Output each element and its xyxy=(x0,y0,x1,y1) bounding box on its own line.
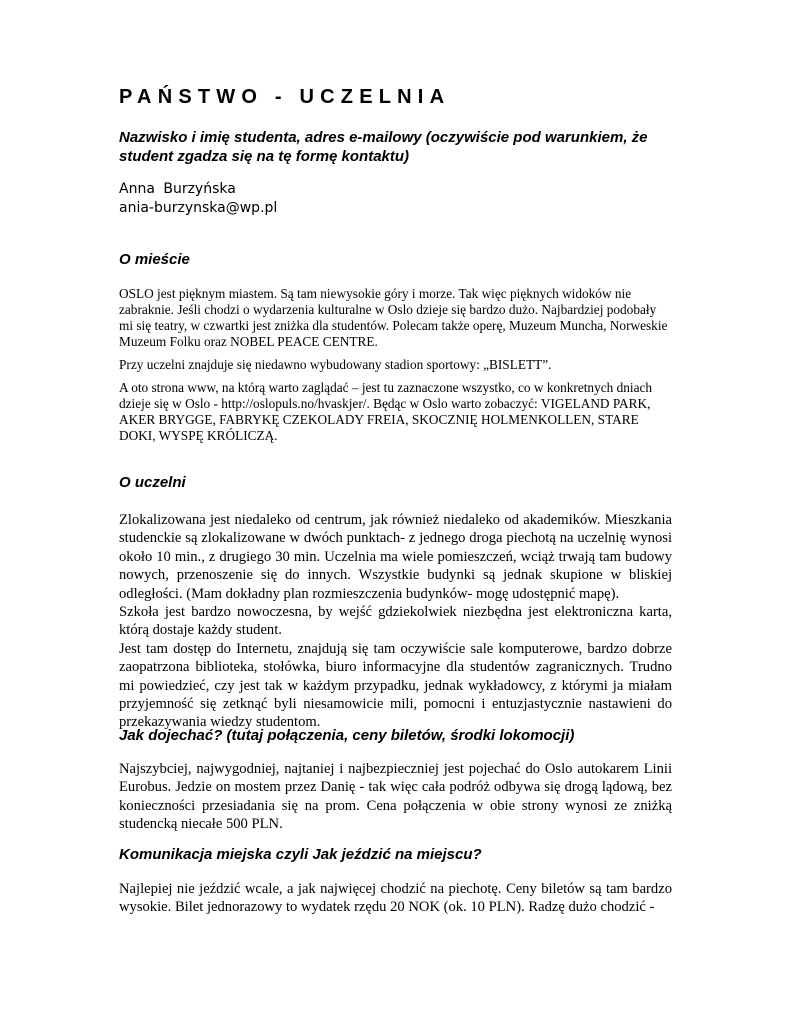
paragraph: Najszybciej, najwygodniej, najtaniej i najbezpieczniej jest pojechać do Oslo autokarem Linii Eurobus. Jedzie on mostem przez Danię - tak więc cała podróż odbywa się drogą lądową, bez konieczności przesiadania się na prom. Cena połączenia w obie strony wynosi ze zniżką studencką niecałe 500 PLN. xyxy=(119,761,672,833)
paragraph: Zlokalizowana jest niedaleko od centrum, jak również niedaleko od akademików. Mieszkania studenckie są zlokalizowane w dwóch punktach- z jednego droga piechotą na uczelnię wynosi około 10 min., z drugiego 30 min. Uczelnia ma wiele pomieszczeń, wciąż trwają tam budowy nowych, przenoszenie się do innych. Wszystkie budynki są jednak skupione w bliskiej odległości. (Mam dokładny plan rozmieszczenia budynków- mogę udostępnić mapę). xyxy=(119,512,672,602)
section-body-university xyxy=(119,511,672,732)
paragraph: Jest tam dostęp do Internetu, znajdują się tam oczywiście sale komputerowe, bardzo dobrze zaopatrzona biblioteka, stołówka, biuro informacyjne dla studentów zagranicznych. Trudno mi powiedzieć, czy jest tak w każdym przypadku, jednak wykładowcy, z którymi ja miałam przyjemność się zetknąć byli niesamowicie mili, pomocni i entuzjastycznie nastawieni do przekazywania wiedzy studentom. xyxy=(119,640,672,731)
section-body-transport xyxy=(119,880,672,917)
paragraph: A oto strona www, na którą warto zaglądać – jest tu zaznaczone wszystko, co w konkretnych dniach dzieje się w Oslo - http://oslopuls.no/hvaskjer/. Będąc w Oslo warto zobaczyć: VIGELAND PARK, AKER BRYGGE, FABRYKĘ CZEKOLADY FREIA, SKOCZNIĘ HOLMENKOLLEN, STARE DOKI, WYSPĘ KRÓLICZĄ. xyxy=(119,380,653,443)
section-heading-transport: Komunikacja miejska czyli Jak jeździć na miejscu? xyxy=(119,846,482,863)
section-body-city xyxy=(119,286,672,444)
student-name: Anna Burzyńska xyxy=(119,181,236,197)
paragraph: OSLO jest pięknym miastem. Są tam niewysokie góry i morze. Tak więc pięknych widoków nie zabraknie. Jeśli chodzi o wydarzenia kulturalne w Oslo dzieje się bardzo dużo. Najbardziej podobały mi się teatry, w czwartki jest zniżka dla studentów. Polecam także operę, Muzeum Muncha, Norweskie Muzeum Folku oraz NOBEL PEACE CENTRE. xyxy=(119,286,668,349)
section-body-travel xyxy=(119,760,672,834)
paragraph: Szkoła jest bardzo nowoczesna, by wejść gdziekolwiek niezbędna jest elektroniczna karta, którą dostaje każdy student. xyxy=(119,604,672,639)
section-heading-city: O mieście xyxy=(119,251,190,268)
paragraph: Przy uczelni znajduje się niedawno wybudowany stadion sportowy: „BISLETT”. xyxy=(119,357,552,372)
section-heading-university: O uczelni xyxy=(119,474,186,491)
intro-text: Nazwisko i imię studenta, adres e-mailowy (oczywiście pod warunkiem, że student zgadza się na tę formę kontaktu) xyxy=(119,129,648,165)
section-heading-travel: Jak dojechać? (tutaj połączenia, ceny biletów, środki lokomocji) xyxy=(119,727,575,744)
student-email: ania-burzynska@wp.pl xyxy=(119,200,278,216)
paragraph: Najlepiej nie jeździć wcale, a jak najwięcej chodzić na piechotę. Ceny biletów są tam bardzo wysokie. Bilet jednorazowy to wydatek rzędu 20 NOK (ok. 10 PLN). Radzę dużo chodzić - xyxy=(119,881,672,916)
page-title: PAŃSTWO - UCZELNIA xyxy=(119,86,451,108)
